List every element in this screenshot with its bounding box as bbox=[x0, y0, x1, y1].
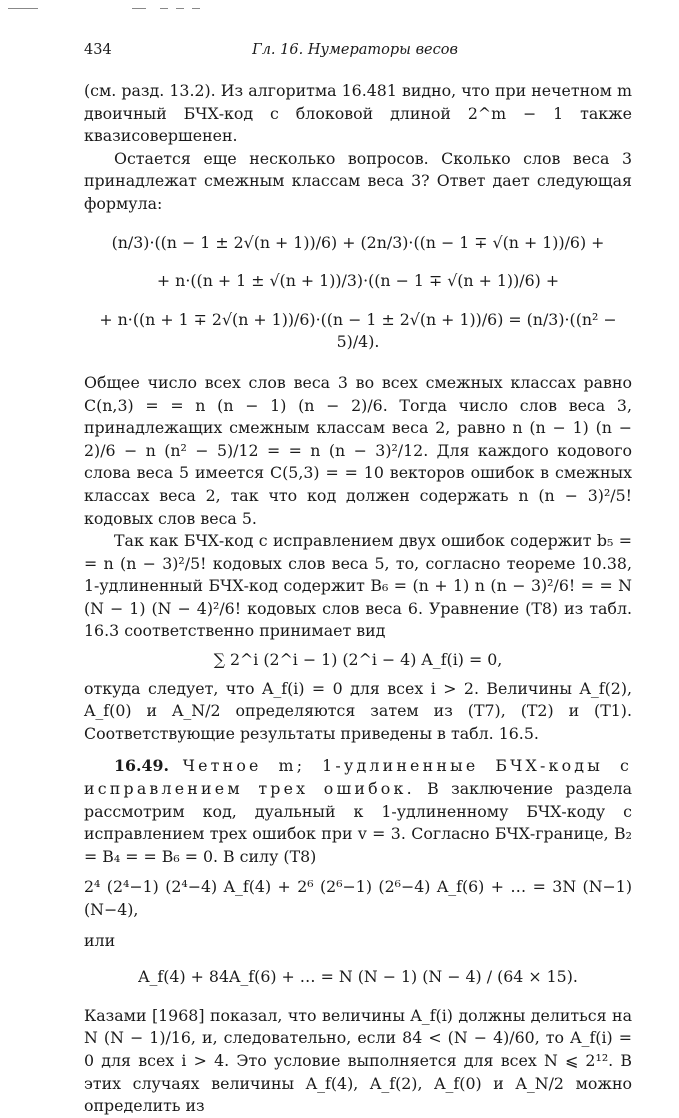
page-number: 434 bbox=[84, 42, 112, 58]
section-title: Четное m; 1-удлиненные БЧХ-коды с исправлением трех ошибок. bbox=[84, 756, 632, 799]
display-formula-line-1: (n/3)·((n − 1 ± 2√(n + 1))/6) + (2n/3)·((n − 1 ∓ √(n + 1))/6) + bbox=[111, 232, 605, 252]
margin-mark bbox=[192, 8, 200, 9]
paragraph-question: Остается еще несколько вопросов. Сколько слов веса 3 принадлежат смежным классам веса 3? Ответ дает следующая формула: bbox=[84, 148, 632, 213]
display-formula-line-2: + n·((n + 1 ± √(n + 1))/3)·((n − 1 ∓ √(n + 1))/6) + bbox=[156, 271, 560, 291]
margin-mark bbox=[8, 8, 38, 9]
display-formula-sum: ∑ 2^i (2^i − 1) (2^i − 4) A_f(i) = 0, bbox=[213, 650, 503, 670]
margin-mark bbox=[160, 8, 168, 9]
top-margin-marks bbox=[0, 8, 679, 14]
margin-mark bbox=[176, 8, 184, 9]
running-title: Гл. 16. Нумераторы весов bbox=[252, 42, 458, 58]
section-number: 16.49. bbox=[114, 756, 169, 776]
display-formula-fraction: A_f(4) + 84A_f(6) + … = N (N − 1) (N − 4) / (64 × 15). bbox=[138, 967, 578, 987]
paragraph-weight-count: Общее число всех слов веса 3 во всех смежных классах равно C(n,3) = = n (n − 1) (n − 2)/6. Тогда число слов веса 3, принадлежащих смежным классам веса 2, равно n (n − 1) (n − 2)/6 − n (n² − 5)/12 = = n (n − 3)²/12. Для каждого кодового слова веса 5 имеется C(5,3) = = 10 векторов ошибок в смежных классах веса 2, так что код должен содержать n (n − 3)²/5! кодовых слов веса 5. bbox=[84, 372, 632, 528]
paragraph-continuation: (см. разд. 13.2). Из алгоритма 16.481 видно, что при нечетном m двоичный БЧХ-код с блоковой длиной 2^m − 1 также квазисовершенен. bbox=[84, 81, 632, 146]
display-formula-t8: 2⁴ (2⁴−1) (2⁴−4) A_f(4) + 2⁶ (2⁶−1) (2⁶−4) A_f(6) + … = 3N (N−1) (N−4), bbox=[84, 877, 632, 919]
section-text: В заключение раздела рассмотрим код, дуальный к 1-удлиненному БЧХ-коду с исправлением трех ошибок при v = 3. Согласно БЧХ-границе, B₂ = B₄ = = B₆ = 0. В силу (T8) bbox=[84, 779, 633, 866]
paragraph-kasami: Казами [1968] показал, что величины A_f(i) должны делиться на N (N − 1)/16, и, следовательно, если 84 < (N − 4)/60, то A_f(i) = 0 для всех i > 4. Это условие выполняется для всех N ⩽ 2¹². В этих случаях величины A_f(4), A_f(2), A_f(0) и A_N/2 можно определить из bbox=[84, 1005, 632, 1116]
display-formula-line-3: + n·((n + 1 ∓ 2√(n + 1))/6)·((n − 1 ± 2√(n + 1))/6) = (n/3)·((n² − 5)/4). bbox=[99, 309, 617, 352]
section-16-49 bbox=[84, 755, 632, 868]
margin-mark bbox=[132, 8, 146, 9]
paragraph-consequence: откуда следует, что A_f(i) = 0 для всех i > 2. Величины A_f(2), A_f(0) и A_N/2 определяются затем из (T7), (T2) и (T1). Соответствующие результаты приведены в табл. 16.5. bbox=[84, 678, 632, 743]
word-ili: или bbox=[84, 930, 116, 950]
paragraph-bch-two-errors: Так как БЧХ-код с исправлением двух ошибок содержит b₅ = = n (n − 3)²/5! кодовых слов веса 5, то, согласно теореме 10.38, 1-удлиненный БЧХ-код содержит B₆ = (n + 1) n (n − 3)²/6! = = N (N − 1) (N − 4)²/6! кодовых слов веса 6. Уравнение (T8) из табл. 16.3 соответственно принимает вид bbox=[84, 531, 632, 641]
running-header bbox=[78, 42, 632, 64]
page-body bbox=[84, 80, 632, 1118]
